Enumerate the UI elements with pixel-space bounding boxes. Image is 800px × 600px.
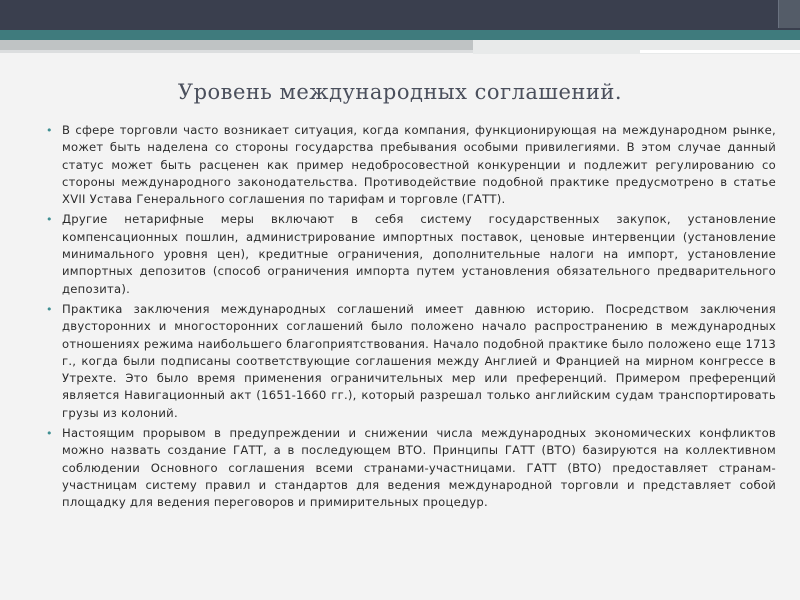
bullet-text: Практика заключения международных соглашений имеет давнюю историю. Посредством заключения двусторонних и многосторонних соглашений было положено начало распространению в международных отношениях режима наибольшего благоприятствования. Начало подобной практике было положено еще 1713 г., когда были подписаны соответствующие соглашения между Англией и Францией на мирном конгрессе в Утрехте. Это было время применения ограничительных мер или преференций. Примером преференций является Навигационный акт (1651-1660 гг.), который разрешал только английским судам транспортировать грузы из колоний. bbox=[62, 301, 776, 420]
header-band-teal bbox=[0, 30, 800, 40]
header-corner-box bbox=[778, 0, 800, 28]
slide-title: Уровень международных соглашений. bbox=[177, 80, 623, 104]
bullet-icon: • bbox=[46, 302, 53, 316]
header-band-dark bbox=[0, 0, 800, 30]
header-accent-line bbox=[640, 50, 800, 53]
bullet-item bbox=[46, 122, 776, 208]
bullet-icon: • bbox=[46, 124, 53, 137]
bullet-item bbox=[46, 425, 776, 511]
bullet-icon: • bbox=[46, 213, 53, 227]
bullet-item bbox=[46, 301, 776, 422]
header-band-light bbox=[0, 50, 473, 53]
bullet-list bbox=[46, 122, 776, 512]
bullet-text: Настоящим прорывом в предупреждении и снижении числа международных экономических конфликтов можно назвать создание ГАТТ, а в последующем ВТО. Принципы ГАТТ (ВТО) базируются на коллективном соблюдении Основного соглашения всеми странами-участницами. ГАТТ (ВТО) предоставляет странам-участницам систему правил и стандартов для ведения международной торговли и представляет собой площадку для ведения переговоров и примирительных процедур. bbox=[62, 426, 776, 510]
slide-content bbox=[46, 122, 776, 515]
bullet-text: Другие нетарифные меры включают в себя систему государственных закупок, установление компенсационных пошлин, администрирование импортных поставок, ценовые интервенции (установление минимального уровня цен), кредитные ограничения, дополнительные налоги на импорт, установление импортных депозитов (способ ограничения импорта путем установления обязательного предварительного депозита). bbox=[62, 212, 776, 296]
bullet-icon: • bbox=[46, 427, 53, 441]
bullet-text: В сфере торговли часто возникает ситуация, когда компания, функционирующая на международном рынке, может быть наделена со стороны государства пребывания особыми привилегиями. В этом случае данный статус может быть расценен как пример недобросовестной конкуренции и подлежит регулированию со стороны международного законодательства. Противодействие подобной практике предусмотрено в статье XVII Устава Генерального соглашения по тарифам и торговле (ГАТТ). bbox=[62, 123, 776, 207]
bullet-item bbox=[46, 211, 776, 297]
